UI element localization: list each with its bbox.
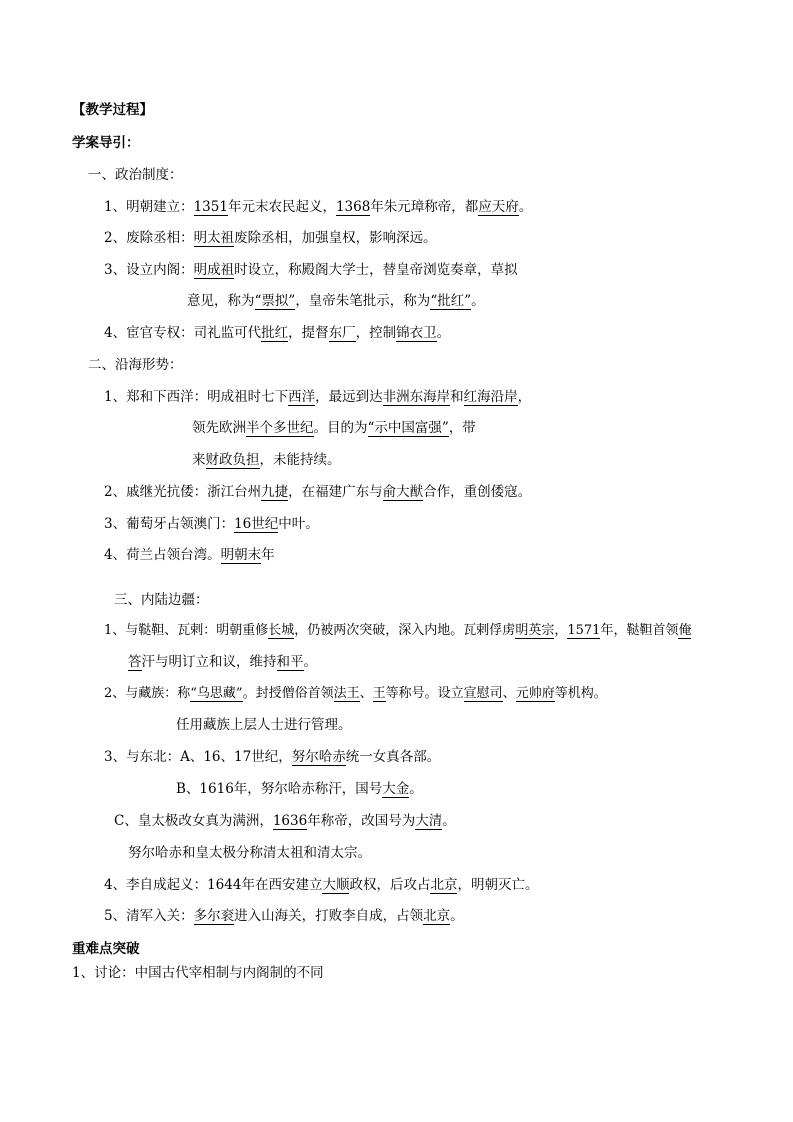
s2-item-1-cont: 领先欧洲半个多世纪。目的为“示中国富强”，带 xyxy=(192,420,476,436)
s2-item-4: 4、荷兰占领台湾。明朝末年 xyxy=(104,547,275,563)
s3-item-5: 5、清军入关：多尔衮进入山海关，打败李自成，占领北京。 xyxy=(104,908,464,924)
discussion-item: 1、讨论：中国古代宰相制与内阁制的不同 xyxy=(72,965,324,981)
s3-item-2-cont: 任用藏族上层人士进行管理。 xyxy=(176,717,352,733)
s2-item-1-cont2: 来财政负担，未能持续。 xyxy=(192,452,341,468)
s3-item-3-b: B、1616年，努尔哈赤称汗，国号大金。 xyxy=(176,781,423,797)
s1-item-3: 3、设立内阁：明成祖时设立，称殿阁大学士，替皇帝浏览奏章，草拟 xyxy=(104,262,518,278)
s2-item-3: 3、葡萄牙占领澳门：16世纪中叶。 xyxy=(104,516,319,532)
s3-item-3-c: C、皇太极改女真为满洲，1636年称帝，改国号为大清。 xyxy=(114,813,456,829)
s1-item-4: 4、宦官专权：司礼监可代批红，提督东厂，控制锦衣卫。 xyxy=(104,325,451,341)
key-points-title: 重难点突破 xyxy=(72,941,140,957)
s1-item-3-cont: 意见，称为“票拟”，皇帝朱笔批示，称为“批红”。 xyxy=(187,293,485,309)
section-3-title: 三、内陆边疆： xyxy=(114,592,209,608)
guide-title: 学案导引： xyxy=(72,135,140,151)
section-1-title: 一、政治制度： xyxy=(88,167,183,183)
teaching-process-heading: 【教学过程】 xyxy=(72,102,153,118)
s3-item-4: 4、李自成起义：1644年在西安建立大顺政权，后攻占北京，明朝灭亡。 xyxy=(104,877,539,893)
s3-item-1-cont: 答汗与明订立和议，维持和平。 xyxy=(128,654,317,670)
s2-item-2: 2、戚继光抗倭：浙江台州九捷，在福建广东与俞大猷合作，重创倭寇。 xyxy=(104,484,532,500)
s3-item-3: 3、与东北：A、16、17世纪，努尔哈赤统一女真各部。 xyxy=(104,749,441,765)
s2-item-1: 1、郑和下西洋：明成祖时七下西洋，最远到达非洲东海岸和红海沿岸， xyxy=(104,389,532,405)
s3-item-3-d: 努尔哈赤和皇太极分称清太祖和清太宗。 xyxy=(128,845,371,861)
section-2-title: 二、沿海形势： xyxy=(88,357,183,373)
s3-item-2: 2、与藏族：称“乌思藏”。封授僧俗首领法王、王等称号。设立宣慰司、元帅府等机构。 xyxy=(104,686,607,701)
s3-item-1: 1、与鞑靼、瓦剌：明朝重修长城，仍被两次突破，深入内地。瓦剌俘虏明英宗，1571年，鞑靼首领俺 xyxy=(104,623,692,638)
s1-item-1: 1、明朝建立：1351年元末农民起义，1368年朱元璋称帝，都应天府。 xyxy=(104,199,533,215)
s1-item-2: 2、废除丞相：明太祖废除丞相，加强皇权，影响深远。 xyxy=(104,230,437,246)
